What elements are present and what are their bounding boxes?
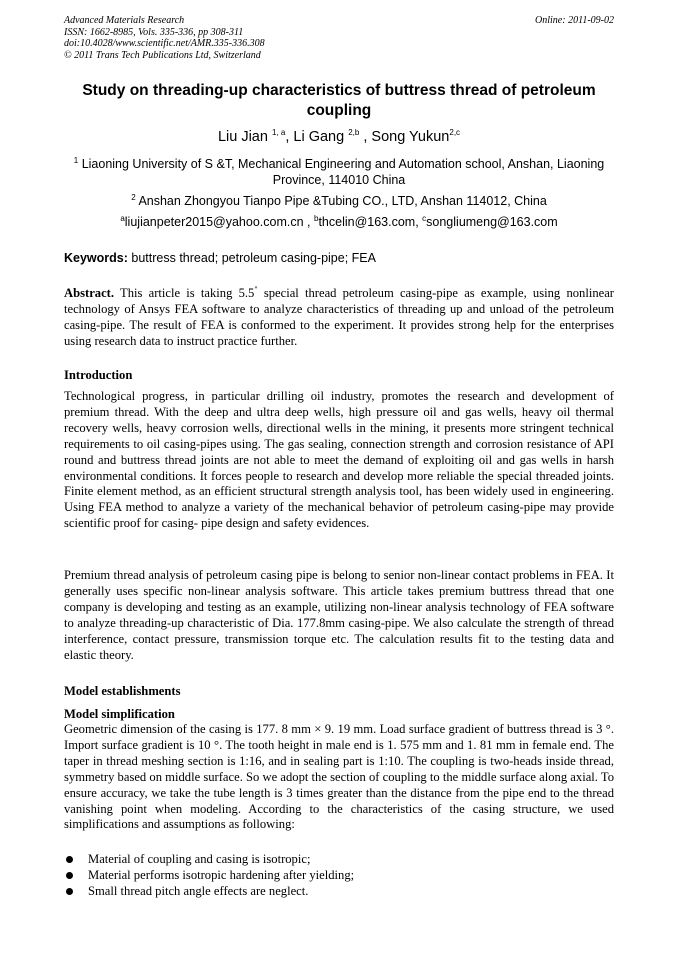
bullet-icon <box>66 888 73 895</box>
abstract-text-start: This article is taking 5.5 <box>120 286 255 301</box>
section-heading-introduction: Introduction <box>64 368 133 382</box>
model-paragraph: Geometric dimension of the casing is 177. 8 mm × 9. 19 mm. Load surface gradient of buttress thread is 3 °. Import surface gradient is 10 °. The tooth height in male end is 1. 575 mm and 1. 81 mm in female end. The taper in thread meshing section is 1:16, and in sealing part is 1:10. The coupling is two-heads inside thread, symmetry based on middle surface. So we adopt the section of coupling to the middle surface along axial. To ensure accuracy, we take the tube length is 3 times greater than the distance from the pipe end to the thread vanishing point when modeling. According to the characteristics of the casing structure, we used simplifications and assumptions as following: <box>64 722 614 832</box>
list-item <box>64 852 614 868</box>
list-item-text: Small thread pitch angle effects are neglect. <box>88 883 309 898</box>
email-address[interactable]: songliumeng@163.com <box>426 215 558 229</box>
author-list: Liu Jian $^{1, a}$, Li Gang $^{2,b}$ , Song Yukun$^{2,c}$ <box>217 128 461 145</box>
abstract-sup: " <box>254 285 258 294</box>
journal-name: Advanced Materials Research <box>64 15 185 26</box>
assumption-list <box>64 852 614 900</box>
intro-paragraph-2: Premium thread analysis of petroleum casing pipe is belong to senior non-linear contact problems in FEA. It generally uses specific non-linear analysis software. This article takes premium buttress thread that one company is developing and testing as an example, utilizing non-linear analysis technology of FEA software to analyze threading-up characteristic of Dia. 177.8mm casing-pipe. We also calculate the strength of thread interference, contact pressure, transmission torque etc. The calculation results fit to the testing data and elastic theory. <box>64 568 614 662</box>
affiliation-sup: 2 <box>131 192 136 202</box>
affiliation-1 <box>60 156 618 188</box>
email-address[interactable]: thcelin@163.com <box>318 215 416 229</box>
author-sup: 2,c <box>449 128 461 138</box>
journal-doi: doi:10.4028/www.scientific.net/AMR.335-336.308 <box>64 38 265 49</box>
affiliation-text: Anshan Zhongyou Tianpo Pipe &Tubing CO., LTD, Anshan 114012, China <box>138 194 547 208</box>
abstract <box>64 282 614 350</box>
email-sup: c <box>422 213 427 223</box>
subsection-heading-model-simplification: Model simplification <box>64 707 175 721</box>
email-list: $^a$liujianpeter2015@yahoo.com.cn , $^b$thcelin@163.com, $^c$songliumeng@163.com <box>120 213 558 229</box>
keywords-text: buttress thread; petroleum casing-pipe; FEA <box>131 251 376 265</box>
list-item-text: Material of coupling and casing is isotropic; <box>88 852 311 866</box>
author-sup: 1, a <box>271 128 286 138</box>
keywords-label: Keywords: <box>64 251 128 265</box>
email-sup: b <box>313 213 319 223</box>
section-heading-model: Model establishments <box>64 684 181 698</box>
affiliation-sup: 1 <box>73 155 79 165</box>
author-name: Liu Jian <box>217 129 268 145</box>
affiliation-2 <box>60 193 618 209</box>
author-name: Li Gang <box>293 129 345 145</box>
intro-paragraph-1: Technological progress, in particular drilling oil industry, promotes the research and development of premium thread. With the deep and ultra deep wells, high pressure oil and gas wells, heavy oil thermal recovery wells, heavy corrosion wells, directional wells in the mining, it presents more stringent technical requirements to oil casing-pipes using. The gas sealing, connection strength and corrosion resistance of API round and buttress thread joints are not able to meet the demand of exploiting oil and gas wells in harsh environmental conditions. It forces people to research and develop more reliable the special threaded joints. Finite element method, as an efficient structural strength analysis tool, has been widely used in engineering. Using FEA method to analyze a variety of the mechanical behavior of petroleum casing-pipe may provide scientific proof for casing- pipe design and safety evidences. <box>64 389 614 531</box>
online-date: Online: 2011-09-02 <box>535 15 614 26</box>
journal-header <box>64 15 614 61</box>
list-item-text: Material performs isotropic hardening after yielding; <box>88 867 355 882</box>
journal-copyright: © 2011 Trans Tech Publications Ltd, Switzerland <box>64 49 261 61</box>
bullet-icon <box>66 856 73 863</box>
affiliation-text: Liaoning University of S &T, Mechanical Engineering and Automation school, Anshan, Liaoning Province, 114010 China <box>81 157 605 187</box>
abstract-text: special thread petroleum casing-pipe as example, using nonlinear technology of Ansys FEA software to analyze characteristics of threading up and unload of the petroleum casing-pipe. The result of FEA is conformed to the experiment. It provides strong help for the enterprises using research data to instruct practice further. <box>64 286 614 348</box>
keywords <box>64 250 614 266</box>
email-address[interactable]: liujianpeter2015@yahoo.com.cn <box>124 215 304 229</box>
journal-issn: ISSN: 1662-8985, Vols. 335-336, pp 308-311 <box>64 26 244 38</box>
abstract-label: Abstract. <box>64 286 115 301</box>
bullet-icon <box>66 872 73 879</box>
list-item <box>64 868 614 884</box>
email-sup: a <box>120 213 125 223</box>
list-item <box>64 884 614 900</box>
author-sup: 2,b <box>348 128 360 138</box>
paper-title: Study on threading-up characteristics of buttress thread of petroleum coupling <box>82 82 596 119</box>
author-name: Song Yukun <box>371 129 450 145</box>
